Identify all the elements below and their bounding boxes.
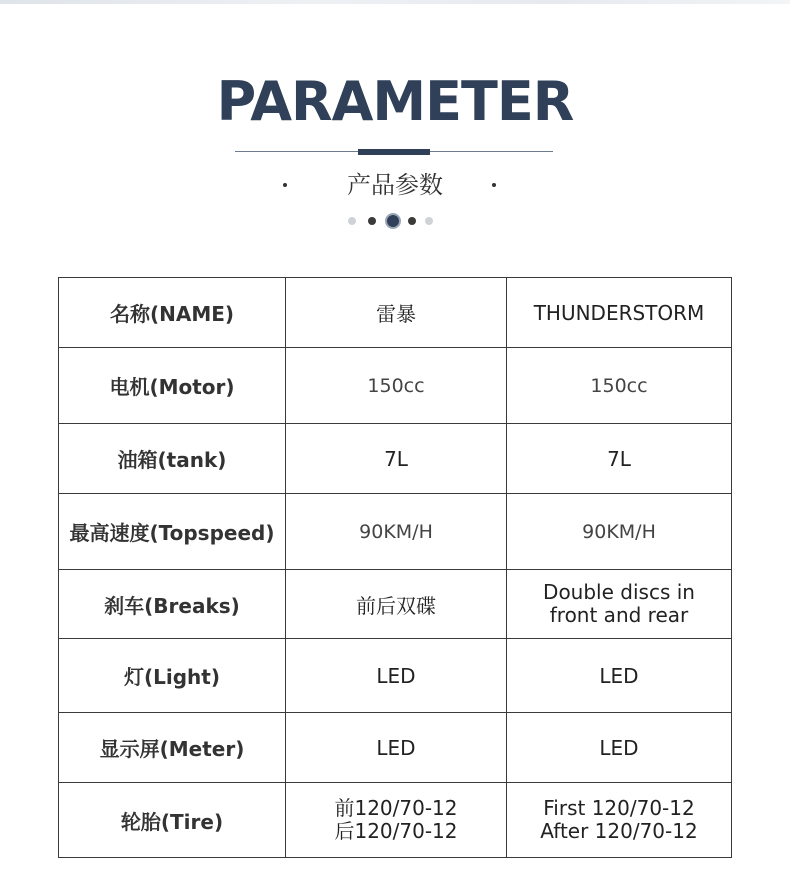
value-cn-line-1: 前120/70-12 — [334, 796, 458, 820]
row-label: 最高速度(Topspeed) — [59, 494, 286, 570]
row-label: 显示屏(Meter) — [59, 713, 286, 783]
row-label: 轮胎(Tire) — [59, 783, 286, 858]
value-en: LED — [507, 713, 732, 783]
table-row — [59, 713, 732, 783]
value-en-line-2: front and rear — [549, 603, 689, 627]
value-en-line-2: After 120/70-12 — [540, 819, 698, 843]
page-indicator — [0, 213, 790, 229]
page-dot-2[interactable] — [368, 217, 376, 225]
value-en: 90KM/H — [507, 494, 732, 570]
value-cn: 150cc — [286, 348, 507, 424]
value-cn: 前后双碟 — [286, 570, 507, 639]
row-label: 刹车(Breaks) — [59, 570, 286, 639]
value-cn: 7L — [286, 424, 507, 494]
table-row — [59, 278, 732, 348]
page-dot-5[interactable] — [425, 217, 433, 225]
table-row — [59, 570, 732, 639]
value-en: THUNDERSTORM — [507, 278, 732, 348]
subtitle-row — [0, 168, 790, 202]
table-row — [59, 783, 732, 858]
page-dot-3-active[interactable] — [385, 213, 401, 229]
value-cn-line-2: 后120/70-12 — [334, 819, 458, 843]
value-cn: 90KM/H — [286, 494, 507, 570]
top-decorative-strip — [0, 0, 790, 4]
table-row — [59, 348, 732, 424]
value-en-line-1: Double discs in — [543, 580, 695, 604]
value-en — [507, 783, 732, 858]
page-subtitle: 产品参数 — [347, 171, 443, 199]
subtitle-right-dot — [492, 183, 496, 187]
page-title: PARAMETER — [216, 70, 574, 133]
table-row — [59, 639, 732, 713]
value-en: LED — [507, 639, 732, 713]
page-dot-4[interactable] — [408, 217, 416, 225]
value-cn: LED — [286, 713, 507, 783]
value-cn: LED — [286, 639, 507, 713]
row-label: 电机(Motor) — [59, 348, 286, 424]
value-cn: 雷暴 — [286, 278, 507, 348]
value-en-line-1: First 120/70-12 — [543, 796, 695, 820]
table-row — [59, 424, 732, 494]
value-en — [507, 570, 732, 639]
row-label: 灯(Light) — [59, 639, 286, 713]
title-underline-accent — [358, 149, 430, 155]
value-en: 7L — [507, 424, 732, 494]
parameter-table — [58, 277, 732, 858]
value-cn — [286, 783, 507, 858]
value-en: 150cc — [507, 348, 732, 424]
row-label: 名称(NAME) — [59, 278, 286, 348]
page-dot-1[interactable] — [348, 217, 356, 225]
table-row — [59, 494, 732, 570]
row-label: 油箱(tank) — [59, 424, 286, 494]
